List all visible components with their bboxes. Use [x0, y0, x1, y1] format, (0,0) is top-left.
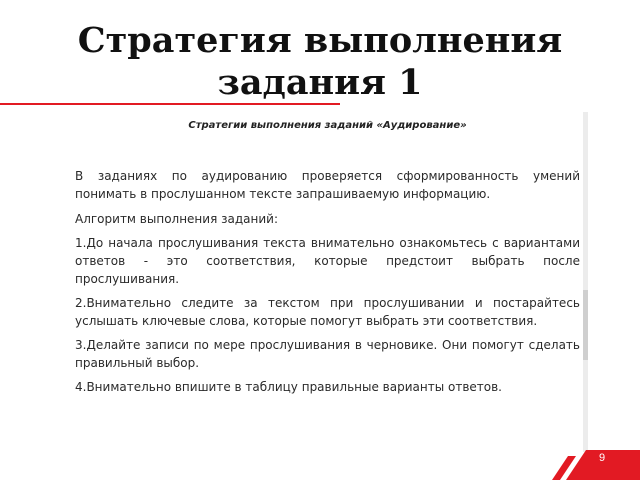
algorithm-label: Алгоритм выполнения заданий:: [75, 212, 278, 226]
step-item: 4.Внимательно впишите в таблицу правильные варианты ответов.: [75, 380, 502, 394]
step-item: 3.Делайте записи по мере прослушивания в черновике. Они помогут сделать правильный выбор.: [75, 338, 580, 370]
step-item: 2.Внимательно следите за текстом при прослушивании и постарайтесь услышать ключевые слова, которые помогут выбрать эти соответствия.: [75, 296, 580, 328]
steps-list: [75, 234, 580, 396]
document-image: [75, 112, 580, 452]
step-item: 1.До начала прослушивания текста внимательно ознакомьтесь с вариантами ответов - это соответствия, которые предстоит выбрать после прослушивания.: [75, 236, 580, 286]
slide-title: Стратегия выполнения задания 1: [77, 20, 563, 103]
page-number: 9: [598, 452, 606, 464]
title-underline: [0, 103, 340, 105]
scrollbar-thumb[interactable]: [583, 290, 588, 360]
document-heading: Стратегии выполнения заданий «Аудирование»: [188, 120, 467, 131]
corner-stripes-decoration: [538, 446, 640, 480]
document-intro: В заданиях по аудированию проверяется сформированность умений понимать в прослушанном тексте запрашиваемую информацию.: [75, 169, 580, 201]
scrollbar[interactable]: [583, 112, 588, 452]
